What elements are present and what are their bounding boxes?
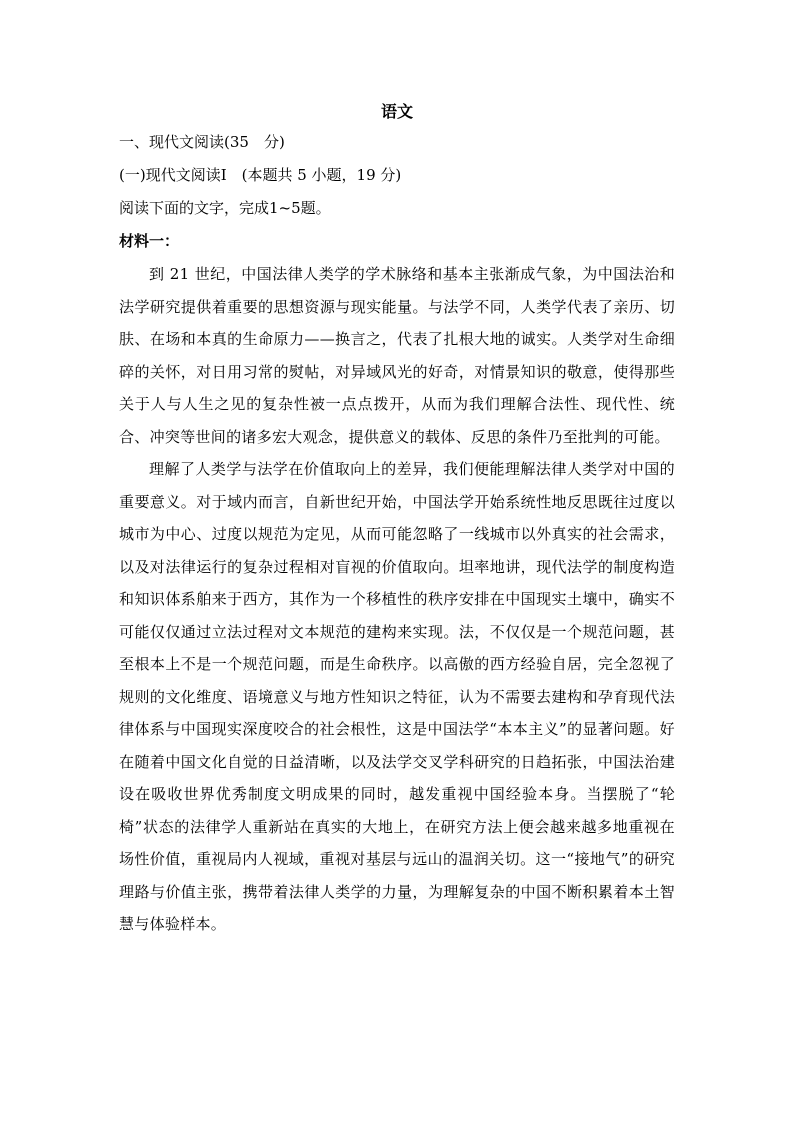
paragraph-1: 到 21 世纪，中国法律人类学的学术脉络和基本主张渐成气象，为中国法治和法学研究提供着重要的思想资源与现实能量。与法学不同，人类学代表了亲历、切肤、在场和本真的生命原力——换言之，代表了扎根大地的诚实。人类学对生命细碎的关怀，对日用习常的熨帖，对异域风光的好奇，对情景知识的敬意，使得那些关于人与人生之见的复杂性被一点点拨开，从而为我们理解合法性、现代性、统合、冲突等世间的诸多宏大观念，提供意义的载体、反思的条件乃至批判的可能。: [119, 265, 675, 446]
subsection-heading: (一)现代文阅读Ⅰ (本题共 5 小题，19 分): [119, 166, 402, 184]
material-label: 材料一：: [119, 232, 180, 250]
section-heading: 一、现代文阅读(35 分): [119, 133, 285, 151]
reading-instruction: 阅读下面的文字，完成1~5题。: [119, 199, 331, 217]
paragraph-2: 理解了人类学与法学在价值取向上的差异，我们便能理解法律人类学对中国的重要意义。对于域内而言，自新世纪开始，中国法学开始系统性地反思既往过度以城市为中心、过度以规范为定见，从而可能忽略了一线城市以外真实的社会需求，以及对法律运行的复杂过程相对盲视的价值取向。坦率地讲，现代法学的制度构造和知识体系舶来于西方，其作为一个移植性的秩序安排在中国现实土壤中，确实不可能仅仅通过立法过程对文本规范的建构来实现。法，不仅仅是一个规范问题，甚至根本上不是一个规范问题，而是生命秩序。以高傲的西方经验自居，完全忽视了规则的文化维度、语境意义与地方性知识之特征，认为不需要去建构和孕育现代法律体系与中国现实深度咬合的社会根性，这是中国法学“本本主义”的显著问题。好在随着中国文化自觉的日益清晰，以及法学交叉学科研究的日趋拓张，中国法治建设在吸收世界优秀制度文明成果的同时，越发重视中国经验本身。当摆脱了“轮椅”状态的法律学人重新站在真实的大地上，在研究方法上便会越来越多地重视在场性价值，重视局内人视域，重视对基层与远山的温润关切。这一“接地气”的研究理路与价值主张，携带着法律人类学的力量，为理解复杂的中国不断积累着本土智慧与体验样本。: [119, 460, 675, 933]
page-title: 语文: [380, 102, 413, 121]
material-text: [119, 258, 675, 941]
